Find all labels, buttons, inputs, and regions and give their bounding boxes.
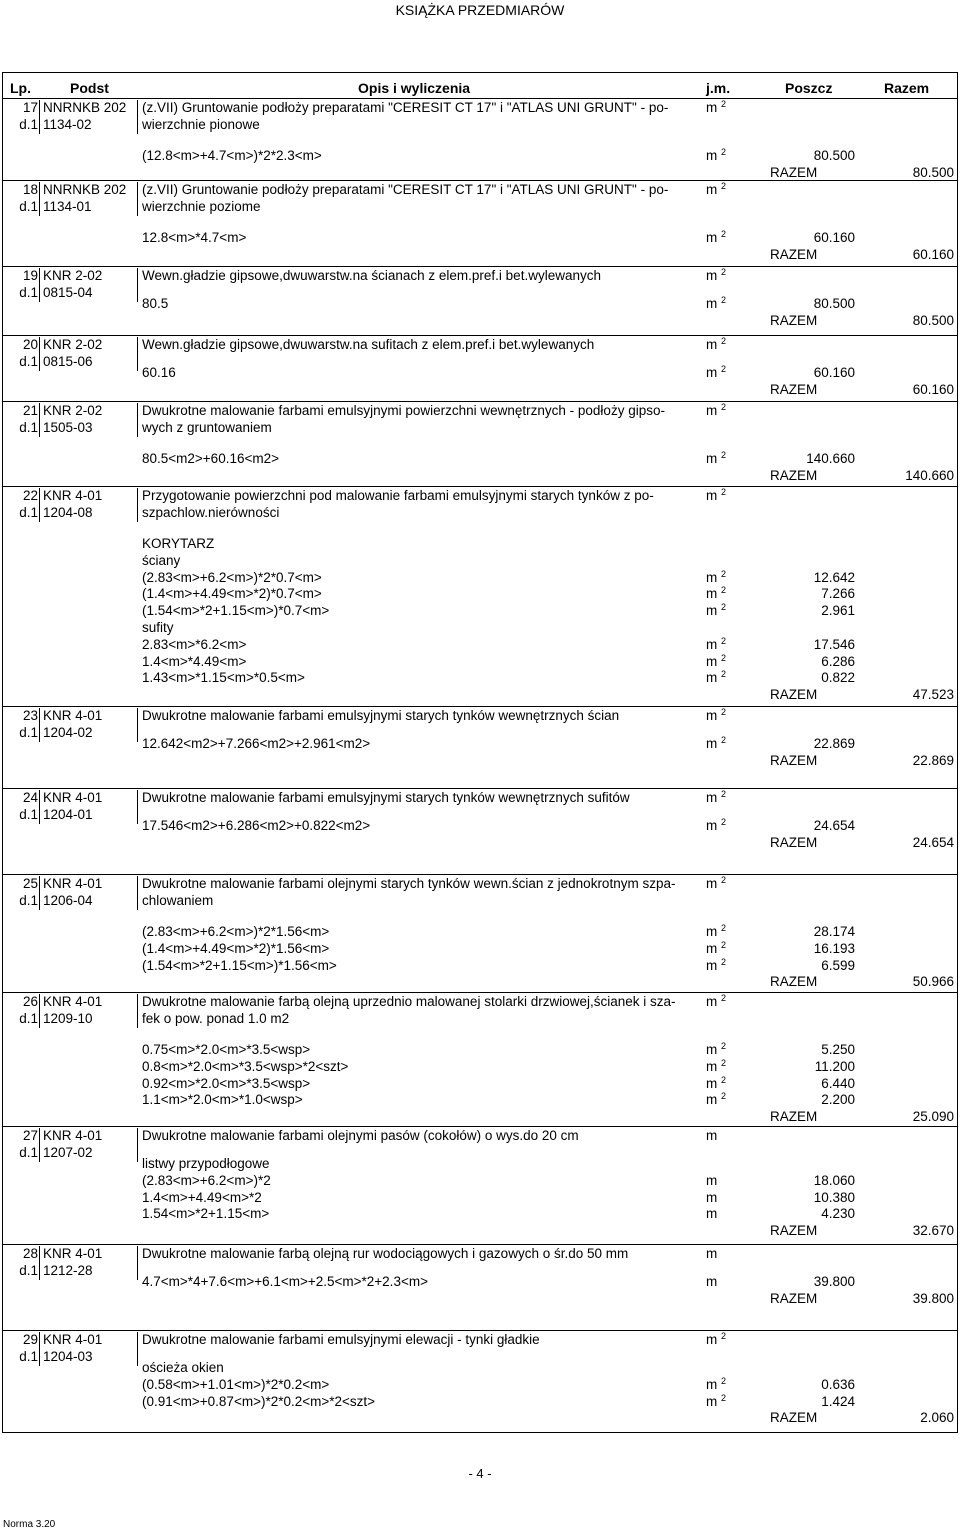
calc-line: 0.92<m>*2.0<m>*3.5<wsp> bbox=[142, 1075, 311, 1091]
calc-total: 22.869 bbox=[813, 736, 855, 751]
calc-unit: m bbox=[706, 1274, 718, 1289]
calc-line: 1.43<m>*1.15<m>*0.5<m> bbox=[142, 670, 305, 686]
calc-line: ościeża okien bbox=[142, 1360, 224, 1375]
calc-line: (2.83<m>+6.2<m>)*2 bbox=[142, 1172, 271, 1188]
table-left-border bbox=[2, 72, 3, 1433]
calc-unit: m $^2$ bbox=[706, 585, 727, 602]
item-description: wych z gruntowaniem bbox=[142, 419, 272, 435]
item-separator bbox=[2, 992, 958, 993]
calc-line: (2.83<m>+6.2<m>)*2*1.56<m> bbox=[142, 924, 330, 939]
razem-label: RAZEM bbox=[770, 834, 818, 850]
item-description: Dwukrotne malowanie farbami emulsyjnymi starych tynków wewnętrznych sufitów bbox=[142, 790, 630, 805]
razem-label: RAZEM bbox=[770, 164, 818, 180]
calc-unit: m $^2$ bbox=[706, 602, 727, 619]
item-razem: 39.800 bbox=[912, 1290, 954, 1306]
calc-line: (0.91<m>+0.87<m>)*2*0.2<m>*2<szt> bbox=[142, 1393, 376, 1409]
calc-unit: m $^2$ bbox=[706, 1041, 727, 1057]
item-number: 17 bbox=[22, 100, 38, 115]
podst-divider bbox=[137, 488, 138, 522]
item-unit: m $^2$ bbox=[706, 487, 727, 503]
item-separator bbox=[2, 788, 958, 789]
calc-total: 80.500 bbox=[813, 296, 855, 311]
calc-value: 7.266 bbox=[821, 586, 855, 602]
item-catalog-code: 1204-01 bbox=[43, 806, 93, 822]
calc-line: (0.58<m>+1.01<m>)*2*0.2<m> bbox=[142, 1376, 330, 1392]
item-catalog: NNRNKB 202 bbox=[43, 100, 127, 115]
calc-unit: m $^2$ bbox=[706, 956, 727, 973]
item-catalog-code: 1212-28 bbox=[43, 1262, 93, 1278]
norma-version: Norma 3.20 bbox=[3, 1519, 56, 1530]
calc-line: 17.546<m2>+6.286<m2>+0.822<m2> bbox=[142, 818, 371, 833]
podst-divider bbox=[137, 403, 138, 437]
item-description: Dwukrotne malowanie farbami emulsyjnymi starych tynków wewnętrznych ścian bbox=[142, 708, 620, 723]
calc-unit: m $^2$ bbox=[706, 295, 727, 311]
podst-divider bbox=[137, 1128, 138, 1162]
calc-line: (1.54<m>*2+1.15<m>)*0.7<m> bbox=[142, 603, 330, 619]
item-d-label: d.1 bbox=[19, 724, 38, 740]
item-razem: 50.966 bbox=[912, 974, 954, 990]
calc-value: 16.193 bbox=[813, 940, 855, 956]
calc-line: (2.83<m>+6.2<m>)*2*0.7<m> bbox=[142, 569, 322, 585]
table-right-border bbox=[957, 72, 958, 1433]
item-number: 23 bbox=[22, 708, 38, 723]
item-description: Przygotowanie powierzchni pod malowanie farbami emulsyjnymi starych tynków z po- bbox=[142, 488, 654, 503]
razem-label: RAZEM bbox=[770, 312, 818, 328]
item-separator bbox=[2, 1244, 958, 1245]
item-d-label: d.1 bbox=[19, 504, 38, 520]
calc-unit: m $^2$ bbox=[706, 450, 727, 466]
item-number: 25 bbox=[22, 876, 38, 891]
calc-value: 28.174 bbox=[813, 924, 855, 939]
calc-line: 0.8<m>*2.0<m>*3.5<wsp>*2<szt> bbox=[142, 1058, 349, 1074]
item-razem: 80.500 bbox=[912, 164, 954, 180]
lp-divider bbox=[39, 1128, 40, 1162]
item-razem: 32.670 bbox=[912, 1223, 954, 1239]
calc-value: 1.424 bbox=[821, 1393, 855, 1409]
header-bottom-border bbox=[2, 98, 958, 99]
calc-total: 60.160 bbox=[813, 365, 855, 380]
podst-divider bbox=[137, 100, 138, 134]
col-header-razem: Razem bbox=[884, 80, 930, 96]
item-catalog: KNR 4-01 bbox=[43, 994, 103, 1009]
calc-value: 11.200 bbox=[814, 1058, 855, 1074]
calc-value: 0.636 bbox=[821, 1376, 855, 1392]
calc-unit: m $^2$ bbox=[706, 1392, 727, 1409]
calc-line: 0.75<m>*2.0<m>*3.5<wsp> bbox=[142, 1042, 311, 1057]
item-catalog-code: 1204-08 bbox=[43, 504, 93, 520]
calc-unit: m $^2$ bbox=[706, 229, 727, 245]
calc-line: KORYTARZ bbox=[142, 536, 215, 551]
col-header-podst: Podst bbox=[70, 80, 109, 96]
item-description: Dwukrotne malowanie farbami emulsyjnymi powierzchni wewnętrznych - podłoży gipso- bbox=[142, 403, 665, 418]
item-description: fek o pow. ponad 1.0 m2 bbox=[142, 1010, 290, 1026]
calc-line: listwy przypodłogowe bbox=[142, 1156, 270, 1171]
calc-line: 80.5 bbox=[142, 296, 169, 311]
item-catalog: KNR 4-01 bbox=[43, 488, 103, 503]
item-catalog-code: 0815-04 bbox=[43, 284, 93, 300]
item-description: (z.VII) Gruntowanie podłoży preparatami "CERESIT CT 17" i "ATLAS UNI GRUNT" - po- bbox=[142, 100, 669, 115]
razem-label: RAZEM bbox=[770, 246, 818, 262]
document-title: KSIĄŻKA PRZEDMIARÓW bbox=[395, 2, 565, 18]
item-catalog: KNR 4-01 bbox=[43, 790, 103, 805]
item-catalog: KNR 4-01 bbox=[43, 876, 103, 891]
item-razem: 24.654 bbox=[912, 834, 954, 850]
item-catalog-code: 1134-02 bbox=[43, 116, 92, 132]
calc-total: 39.800 bbox=[813, 1274, 855, 1289]
item-number: 19 bbox=[22, 268, 38, 283]
item-catalog: KNR 2-02 bbox=[43, 337, 103, 352]
item-description: Wewn.gładzie gipsowe,dwuwarstw.na sufitach z elem.pref.i bet.wylewanych bbox=[142, 337, 595, 352]
calc-unit: m bbox=[706, 1206, 718, 1222]
calc-line: (1.54<m>*2+1.15<m>)*1.56<m> bbox=[142, 957, 337, 973]
item-description: wierzchnie poziome bbox=[142, 198, 261, 214]
calc-total: 140.660 bbox=[806, 451, 855, 466]
calc-unit: m $^2$ bbox=[706, 147, 727, 163]
calc-unit: m $^2$ bbox=[706, 1074, 727, 1091]
item-d-label: d.1 bbox=[19, 1144, 38, 1160]
col-header-poszcz: Poszcz bbox=[785, 80, 833, 96]
item-separator bbox=[2, 1330, 958, 1331]
podst-divider bbox=[137, 182, 138, 216]
lp-divider bbox=[39, 790, 40, 824]
item-description: Dwukrotne malowanie farbami emulsyjnymi elewacji - tynki gładkie bbox=[142, 1332, 540, 1347]
calc-value: 4.230 bbox=[821, 1206, 855, 1222]
razem-label: RAZEM bbox=[770, 974, 818, 990]
item-catalog-code: 1207-02 bbox=[43, 1144, 93, 1160]
calc-total: 80.500 bbox=[813, 148, 855, 163]
item-description: Wewn.gładzie gipsowe,dwuwarstw.na ścianach z elem.pref.i bet.wylewanych bbox=[142, 268, 601, 283]
lp-divider bbox=[39, 182, 40, 216]
item-d-label: d.1 bbox=[19, 1010, 38, 1026]
podst-divider bbox=[137, 708, 138, 742]
calc-value: 0.822 bbox=[821, 670, 855, 686]
item-catalog: NNRNKB 202 bbox=[43, 182, 127, 197]
col-header-opis: Opis i wyliczenia bbox=[358, 80, 471, 96]
item-number: 18 bbox=[22, 182, 38, 197]
item-catalog-code: 1206-04 bbox=[43, 892, 93, 908]
item-razem: 140.660 bbox=[905, 467, 954, 483]
item-catalog: KNR 4-01 bbox=[43, 1246, 103, 1261]
razem-label: RAZEM bbox=[770, 1109, 818, 1125]
item-razem: 60.160 bbox=[912, 381, 954, 397]
item-unit: m $^2$ bbox=[706, 99, 727, 115]
razem-label: RAZEM bbox=[770, 467, 818, 483]
item-catalog-code: 0815-06 bbox=[43, 353, 93, 369]
calc-line: 1.1<m>*2.0<m>*1.0<wsp> bbox=[142, 1092, 303, 1108]
item-description: Dwukrotne malowanie farbą olejną uprzednio malowanej stolarki drzwiowej,ścianek i sza- bbox=[142, 994, 676, 1009]
item-catalog: KNR 2-02 bbox=[43, 268, 103, 283]
razem-label: RAZEM bbox=[770, 1410, 818, 1426]
calc-line: 12.8<m>*4.7<m> bbox=[142, 230, 247, 245]
calc-unit: m $^2$ bbox=[706, 923, 727, 939]
item-unit: m bbox=[706, 1128, 718, 1143]
item-unit: m $^2$ bbox=[706, 402, 727, 418]
item-d-label: d.1 bbox=[19, 892, 38, 908]
podst-divider bbox=[137, 1332, 138, 1366]
item-number: 22 bbox=[22, 488, 38, 503]
razem-label: RAZEM bbox=[770, 1290, 818, 1306]
calc-line: 80.5<m2>+60.16<m2> bbox=[142, 451, 279, 466]
item-d-label: d.1 bbox=[19, 419, 38, 435]
calc-unit: m $^2$ bbox=[706, 939, 727, 956]
item-description: (z.VII) Gruntowanie podłoży preparatami "CERESIT CT 17" i "ATLAS UNI GRUNT" - po- bbox=[142, 182, 669, 197]
calc-line: (12.8<m>+4.7<m>)*2*2.3<m> bbox=[142, 148, 322, 163]
razem-label: RAZEM bbox=[770, 752, 818, 768]
item-catalog: KNR 4-01 bbox=[43, 708, 103, 723]
item-catalog: KNR 4-01 bbox=[43, 1332, 103, 1347]
podst-divider bbox=[137, 1246, 138, 1280]
lp-divider bbox=[39, 1246, 40, 1280]
item-separator bbox=[2, 874, 958, 875]
table-top-border bbox=[2, 72, 958, 73]
calc-line: 4.7<m>*4+7.6<m>+6.1<m>+2.5<m>*2+2.3<m> bbox=[142, 1274, 428, 1289]
calc-value: 18.060 bbox=[813, 1172, 855, 1188]
lp-divider bbox=[39, 876, 40, 910]
razem-label: RAZEM bbox=[770, 381, 818, 397]
item-unit: m $^2$ bbox=[706, 181, 727, 197]
page-number: - 4 - bbox=[468, 1466, 492, 1481]
item-catalog: KNR 2-02 bbox=[43, 403, 103, 418]
lp-divider bbox=[39, 1332, 40, 1366]
item-separator bbox=[2, 180, 958, 181]
item-unit: m $^2$ bbox=[706, 707, 727, 723]
calc-total: 60.160 bbox=[813, 230, 855, 245]
calc-unit: m $^2$ bbox=[706, 652, 727, 669]
item-razem: 60.160 bbox=[912, 246, 954, 262]
item-number: 28 bbox=[22, 1246, 38, 1261]
lp-divider bbox=[39, 337, 40, 371]
podst-divider bbox=[137, 268, 138, 302]
item-d-label: d.1 bbox=[19, 806, 38, 822]
item-separator bbox=[2, 401, 958, 402]
item-unit: m bbox=[706, 1246, 718, 1261]
item-razem: 25.090 bbox=[912, 1109, 954, 1125]
item-catalog-code: 1204-03 bbox=[43, 1348, 93, 1364]
item-d-label: d.1 bbox=[19, 284, 38, 300]
lp-divider bbox=[39, 994, 40, 1028]
lp-divider bbox=[39, 488, 40, 522]
item-separator bbox=[2, 706, 958, 707]
item-d-label: d.1 bbox=[19, 1348, 38, 1364]
podst-divider bbox=[137, 790, 138, 824]
calc-total: 24.654 bbox=[813, 818, 855, 833]
calc-value: 5.250 bbox=[821, 1042, 855, 1057]
item-description: wierzchnie pionowe bbox=[142, 116, 260, 132]
col-header-lp: Lp. bbox=[10, 80, 31, 96]
calc-unit: m bbox=[706, 1172, 718, 1188]
calc-line: (1.4<m>+4.49<m>*2)*1.56<m> bbox=[142, 940, 330, 956]
calc-line: sufity bbox=[142, 620, 174, 635]
item-number: 21 bbox=[22, 403, 38, 418]
calc-value: 2.200 bbox=[821, 1092, 855, 1108]
calc-line: 1.54<m>*2+1.15<m> bbox=[142, 1206, 270, 1222]
lp-divider bbox=[39, 708, 40, 742]
item-d-label: d.1 bbox=[19, 198, 38, 214]
calc-unit: m $^2$ bbox=[706, 364, 727, 380]
razem-label: RAZEM bbox=[770, 1223, 818, 1239]
col-header-jm: j.m. bbox=[706, 80, 731, 96]
item-catalog: KNR 4-01 bbox=[43, 1128, 103, 1143]
calc-unit: m bbox=[706, 1189, 718, 1205]
calc-value: 10.380 bbox=[813, 1189, 855, 1205]
calc-unit: m $^2$ bbox=[706, 817, 727, 833]
calc-unit: m $^2$ bbox=[706, 1091, 727, 1108]
item-separator bbox=[2, 1126, 958, 1127]
item-razem: 22.869 bbox=[912, 752, 954, 768]
item-d-label: d.1 bbox=[19, 1262, 38, 1278]
calc-value: 6.599 bbox=[821, 957, 855, 973]
item-unit: m $^2$ bbox=[706, 789, 727, 805]
item-unit: m $^2$ bbox=[706, 875, 727, 891]
item-catalog-code: 1134-01 bbox=[43, 198, 92, 214]
item-separator bbox=[2, 266, 958, 267]
podst-divider bbox=[137, 876, 138, 910]
item-number: 27 bbox=[22, 1128, 38, 1143]
item-separator bbox=[2, 486, 958, 487]
item-description: Dwukrotne malowanie farbą olejną rur wodociągowych i gazowych o śr.do 50 mm bbox=[142, 1246, 629, 1261]
item-unit: m $^2$ bbox=[706, 1331, 727, 1347]
item-catalog-code: 1505-03 bbox=[43, 419, 93, 435]
calc-unit: m $^2$ bbox=[706, 1375, 727, 1392]
item-razem: 2.060 bbox=[920, 1410, 954, 1426]
podst-divider bbox=[137, 994, 138, 1028]
item-razem: 47.523 bbox=[912, 687, 954, 703]
item-razem: 80.500 bbox=[912, 312, 954, 328]
item-description: Dwukrotne malowanie farbami olejnymi starych tynków wewn.ścian z jednokrotnym szpa- bbox=[142, 876, 676, 891]
calc-line: ściany bbox=[142, 552, 181, 568]
item-number: 26 bbox=[22, 994, 38, 1009]
item-d-label: d.1 bbox=[19, 353, 38, 369]
calc-line: (1.4<m>+4.49<m>*2)*0.7<m> bbox=[142, 586, 322, 602]
table-bottom-border bbox=[2, 1432, 958, 1433]
calc-line: 12.642<m2>+7.266<m2>+2.961<m2> bbox=[142, 736, 371, 751]
item-description: Dwukrotne malowanie farbami olejnymi pasów (cokołów) o wys.do 20 cm bbox=[142, 1128, 579, 1143]
item-catalog-code: 1204-02 bbox=[43, 724, 93, 740]
calc-unit: m $^2$ bbox=[706, 1057, 727, 1074]
item-description: szpachlow.nierówności bbox=[142, 504, 280, 520]
item-description: chlowaniem bbox=[142, 892, 214, 908]
calc-unit: m $^2$ bbox=[706, 635, 727, 652]
calc-line: 1.4<m>+4.49<m>*2 bbox=[142, 1189, 262, 1205]
lp-divider bbox=[39, 100, 40, 134]
calc-value: 12.642 bbox=[813, 569, 855, 585]
calc-line: 2.83<m>*6.2<m> bbox=[142, 636, 247, 652]
lp-divider bbox=[39, 268, 40, 302]
calc-unit: m $^2$ bbox=[706, 568, 727, 585]
item-unit: m $^2$ bbox=[706, 267, 727, 283]
podst-divider bbox=[137, 337, 138, 371]
calc-value: 2.961 bbox=[821, 603, 855, 619]
item-separator bbox=[2, 335, 958, 336]
calc-value: 6.440 bbox=[821, 1075, 855, 1091]
lp-divider bbox=[39, 403, 40, 437]
calc-value: 6.286 bbox=[821, 653, 855, 669]
razem-label: RAZEM bbox=[770, 687, 818, 703]
item-unit: m $^2$ bbox=[706, 336, 727, 352]
item-number: 24 bbox=[22, 790, 38, 805]
item-catalog-code: 1209-10 bbox=[43, 1010, 93, 1026]
calc-unit: m $^2$ bbox=[706, 735, 727, 751]
calc-unit: m $^2$ bbox=[706, 669, 727, 686]
item-unit: m $^2$ bbox=[706, 993, 727, 1009]
item-d-label: d.1 bbox=[19, 116, 38, 132]
calc-line: 1.4<m>*4.49<m> bbox=[142, 653, 247, 669]
item-number: 20 bbox=[22, 337, 38, 352]
item-number: 29 bbox=[22, 1332, 38, 1347]
calc-line: 60.16 bbox=[142, 365, 176, 380]
calc-value: 17.546 bbox=[813, 636, 855, 652]
